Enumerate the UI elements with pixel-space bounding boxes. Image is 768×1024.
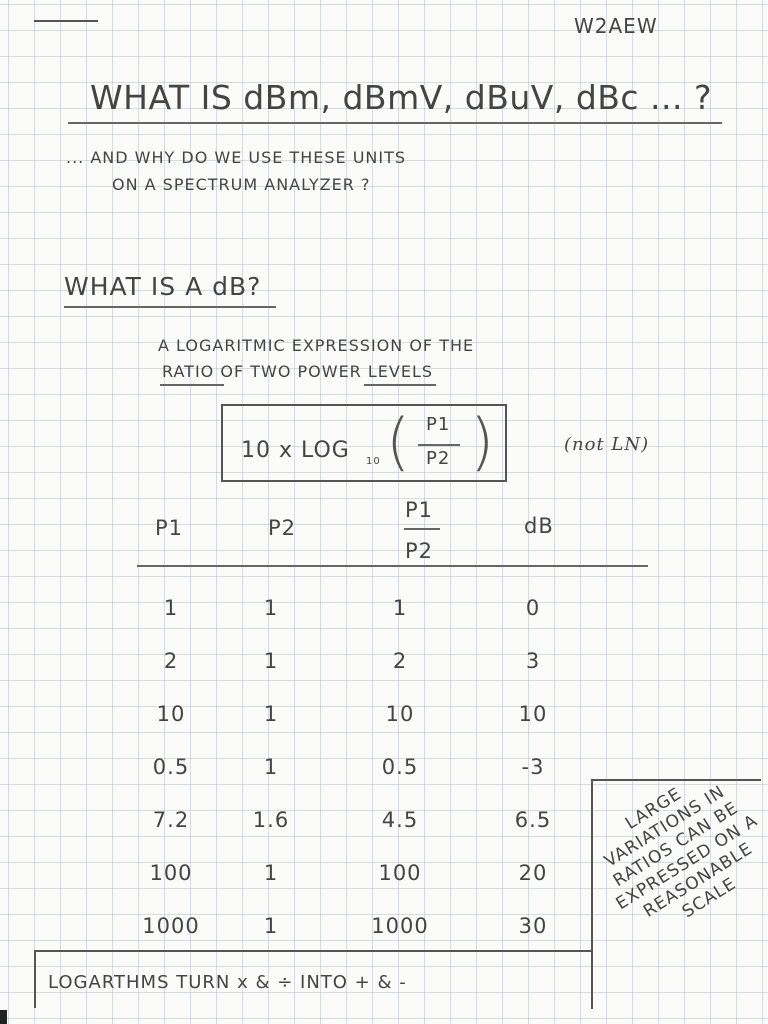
table-cell-ratio: 2 [392,649,408,673]
table-cell-p1: 10 [156,702,186,726]
table-cell-p2: 1 [263,861,279,885]
definition-line-1: A LOGARITMIC EXPRESSION OF THE [158,336,475,355]
header-db: dB [524,514,554,538]
formula-subscript: 10 [366,456,381,467]
scan-edge-mark [0,1010,7,1024]
table-cell-p2: 1 [263,596,279,620]
subtitle-line-1: ... AND WHY DO WE USE THESE UNITS [66,148,407,167]
table-cell-ratio: 10 [385,702,415,726]
formula-prefix: 10 x LOG [241,438,350,463]
header-p2: P2 [268,516,297,540]
table-cell-p1: 2 [163,649,179,673]
table-cell-db: 6.5 [514,808,552,832]
header-p1: P1 [155,516,184,540]
ratio-underline [160,384,224,386]
power-underline [364,384,436,386]
callsign: W2AEW [574,14,658,38]
formula-note: (not LN) [564,434,650,455]
table-cell-ratio: 1000 [371,914,429,938]
callout-text: LARGE VARIATIONS IN RATIOS CAN BE EXPRESSED ON A REASONABLE SCALE [601,781,762,923]
formula-fraction-bar [418,444,460,446]
table-cell-p1: 7.2 [152,808,190,832]
formula-numerator: P1 [426,414,451,435]
table-cell-db: 10 [518,702,548,726]
table-header-rule [137,565,648,567]
table-cell-ratio: 1 [392,596,408,620]
table-cell-p2: 1 [263,914,279,938]
title-underline [68,122,722,124]
table-cell-ratio: 100 [378,861,422,885]
formula-denominator: P2 [426,448,451,469]
table-cell-p2: 1 [263,649,279,673]
table-cell-db: 30 [518,914,548,938]
table-cell-p1: 1 [163,596,179,620]
table-cell-db: 0 [525,596,541,620]
definition-line-2: RATIO OF TWO POWER LEVELS [162,362,434,381]
section-underline [64,306,276,308]
table-cell-p1: 1000 [142,914,200,938]
table-cell-p2: 1 [263,702,279,726]
left-paren: ( [386,405,411,478]
table-cell-p1: 100 [149,861,193,885]
corner-dash [34,20,98,22]
table-cell-ratio: 4.5 [381,808,419,832]
table-cell-db: -3 [521,755,545,779]
table-cell-db: 3 [525,649,541,673]
subtitle-line-2: ON A SPECTRUM ANALYZER ? [112,175,371,194]
right-paren: ) [470,405,495,478]
table-cell-ratio: 0.5 [381,755,419,779]
table-cell-p2: 1 [263,755,279,779]
header-ratio-numerator: P1 [405,498,434,522]
table-cell-db: 20 [518,861,548,885]
page-title: WHAT IS dBm, dBmV, dBuV, dBc ... ? [90,78,713,117]
header-ratio-bar [404,528,440,530]
table-cell-p2: 1.6 [252,808,290,832]
header-ratio-denominator: P2 [405,539,434,563]
section-heading: WHAT IS A dB? [64,272,262,301]
table-cell-p1: 0.5 [152,755,190,779]
bottom-note: LOGARTHMS TURN x & ÷ INTO + & - [48,972,407,993]
